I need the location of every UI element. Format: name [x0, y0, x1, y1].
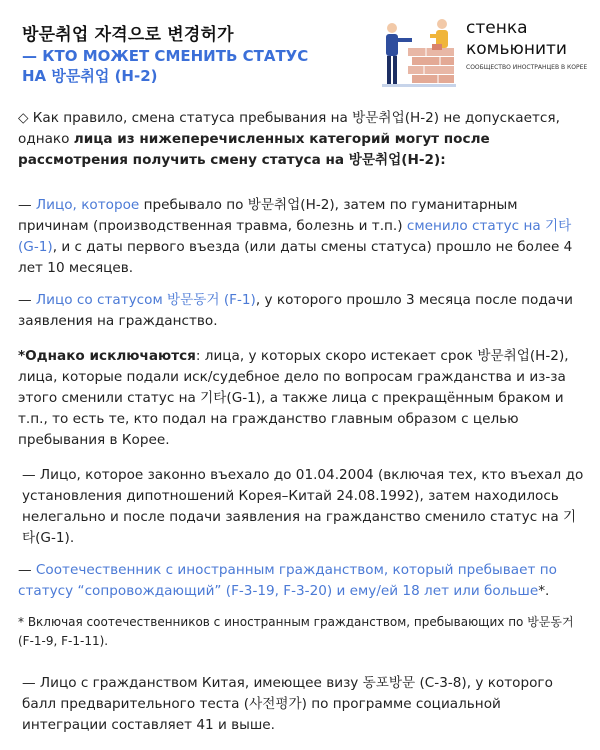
page-title: 방문취업 자격으로 변경허가 [22, 25, 234, 45]
exception-text: : лица, у которых скоро истекает срок 방문취업(H-2), лица, которые подали иск/судебное дело по вопросам гражданства и из-за этого сменили статус на 기타(G-1), а также лица с прекращённым браком и т.п., то есть те, кто подал на гражданство главным образом с целью пребывания в Корее. [18, 348, 569, 448]
item-dash: — [18, 562, 36, 578]
item4-star: *. [538, 583, 550, 599]
item2-text: , у которого прошло 3 месяца после подачи заявления на гражданство. [18, 292, 573, 329]
subtitle-line-2: НА 방문취업 (H-2) [22, 67, 158, 85]
exception-bold: *Однако исключаются [18, 348, 196, 364]
intro-paragraph [18, 108, 586, 171]
intro-lead: ◇ Как правило, смена статуса пребывания на 방문취업(H-2) не допускается, однако [18, 110, 560, 147]
main-content [18, 108, 586, 736]
brand-tagline: СООБЩЕСТВО ИНОСТРАНЦЕВ В КОРЕЕ [466, 64, 588, 71]
item1-link-2[interactable]: сменило статус на 기타 (G-1) [18, 218, 572, 255]
item1-text-1: пребывало по 방문취업(H-2), затем по гуманитарным причинам (производственная травма, болезнь и т.п.) [18, 197, 518, 234]
list-item-4 [18, 560, 586, 602]
list-item-3: — Лицо, которое законно въехало до 01.04.2004 (включая тех, кто въехал до установления дипотношений Корея–Китай 24.08.1992), затем находилось нелегально и после подачи заявления на гражданство сменило статус на 기타(G-1). [22, 467, 584, 546]
intro-bold: лица из нижеперечисленных категорий могут после рассмотрения получить смену статуса на 방문취업(H-2): [18, 131, 490, 168]
item-dash: — [18, 197, 36, 213]
list-item-1 [18, 195, 586, 279]
brand-name-line-1: стенка [466, 18, 528, 38]
item-dash: — [18, 292, 36, 308]
list-item-2 [18, 290, 586, 332]
footnote: * Включая соотечественников с иностранным гражданством, пребывающих по 방문동거 (F-1-9, F-1-11). [18, 615, 574, 648]
item2-link[interactable]: Лицо со статусом 방문동거 (F-1) [35, 292, 256, 308]
page-subtitle [22, 46, 352, 86]
brand-logo [466, 18, 596, 71]
exception-paragraph [18, 346, 586, 451]
header [0, 0, 600, 100]
item1-link-1[interactable]: Лицо, которое [35, 197, 140, 213]
item4-link[interactable]: Соотечественник с иностранным гражданством, который пребывает по статусу “сопровождающий” (F-3-19, F-3-20) и ему/ей 18 лет или больше [18, 562, 557, 599]
item1-text-2: , и с даты первого въезда (или даты смены статуса) прошло не более 4 лет 10 месяцев. [18, 239, 573, 276]
list-item-5: — Лицо с гражданством Китая, имеющее визу 동포방문 (C-3-8), у которого балл предварительного теста (사전평가) по программе социальной интеграции составляет 41 и выше. [22, 675, 553, 733]
subtitle-line-1: — КТО МОЖЕТ СМЕНИТЬ СТАТУС [22, 47, 309, 65]
bricklayer-illustration-icon [378, 14, 458, 92]
brand-name-line-2: комьюнити [466, 39, 567, 59]
